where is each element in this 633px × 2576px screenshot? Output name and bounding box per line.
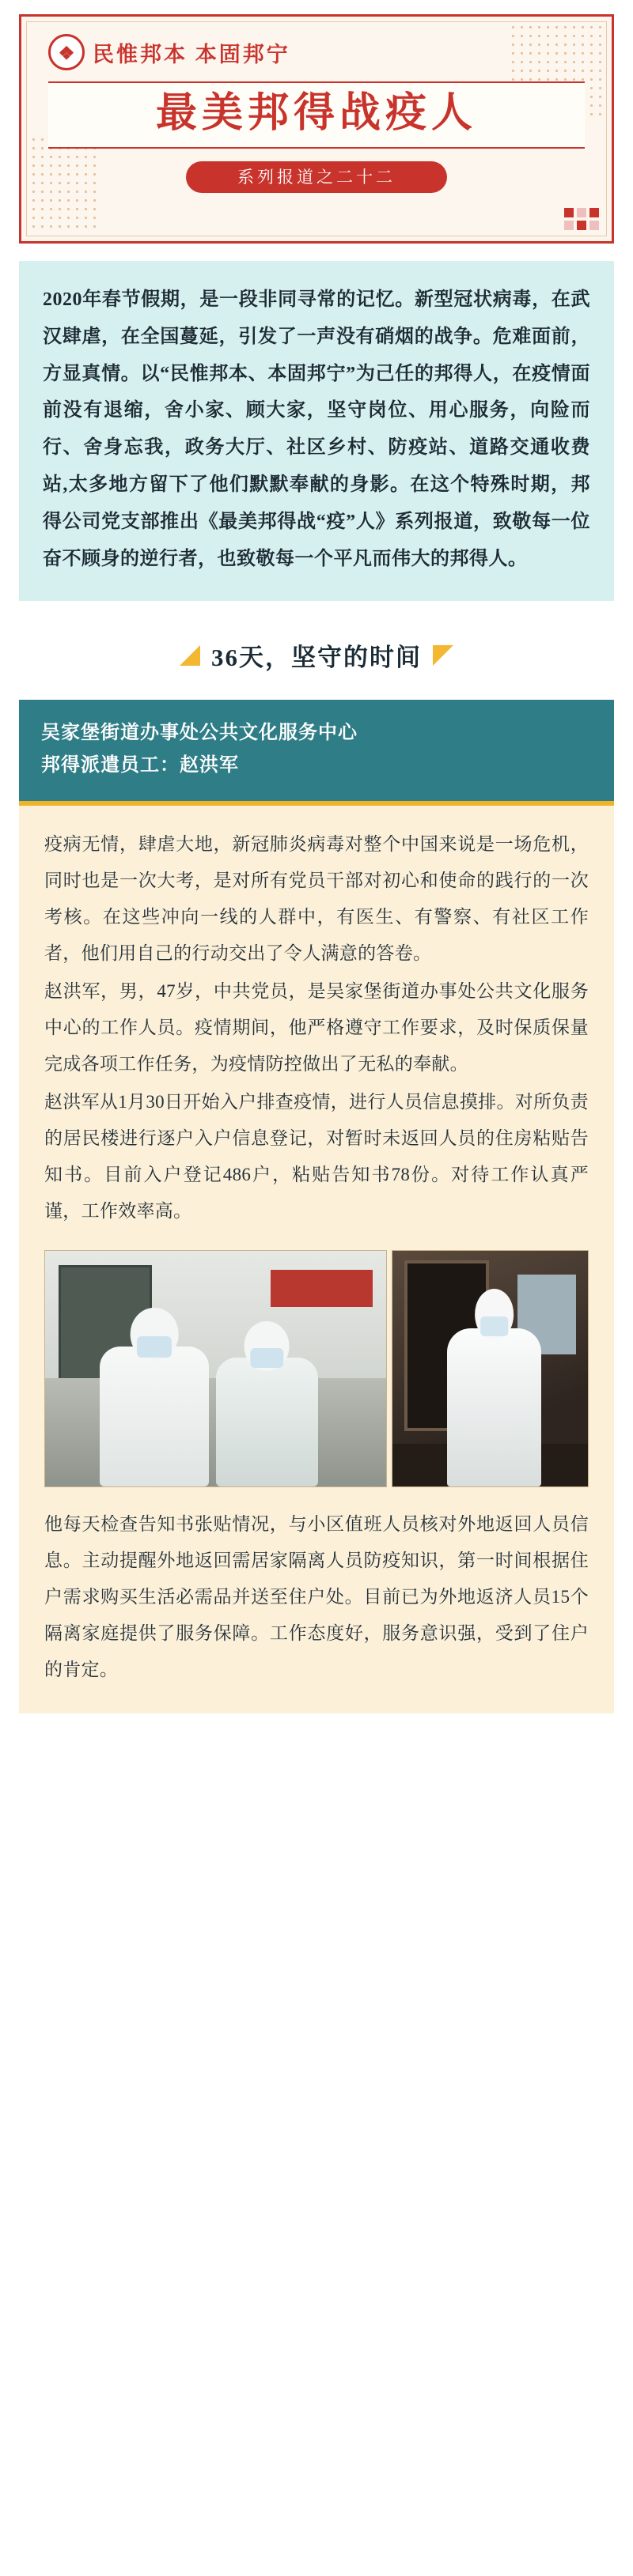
- banner-subtitle: 系列报道之二十二: [186, 161, 447, 193]
- article-body: [19, 806, 614, 1713]
- body-paragraph: 赵洪军从1月30日开始入户排查疫情，进行人员信息摸排。对所负责的居民楼进行逐户入户信息登记，对暂时未返回人员的住房粘贴告知书。目前入户登记486户，粘贴告知书78份。对待工作认真严谨，工作效率高。: [44, 1091, 589, 1221]
- banner-square-decoration: [564, 208, 599, 230]
- photo-two-workers-in-protective-suits: [44, 1250, 387, 1487]
- triangle-right-icon: [433, 645, 453, 666]
- body-paragraph: 疫病无情，肆虐大地，新冠肺炎病毒对整个中国来说是一场危机，同时也是一次大考，是对所有党员干部对初心和使命的践行的一次考核。在这些冲向一线的人群中，有医生、有警察、有社区工作者，他们用自己的行动交出了令人满意的答卷。: [44, 833, 589, 963]
- banner-title-text: 最美邦得战疫人: [155, 91, 477, 136]
- body-paragraph: 赵洪军，男，47岁，中共党员，是吴家堡街道办事处公共文化服务中心的工作人员。疫情期间，他严格遵守工作要求，及时保质保量完成各项工作任务，为疫情防控做出了无私的奉献。: [44, 980, 589, 1074]
- banner-dot-pattern-left: [29, 135, 100, 230]
- section-heading-text: 36天，坚守的时间: [211, 644, 422, 672]
- intro-paragraph: 2020年春节假期，是一段非同寻常的记忆。新型冠状病毒，在武汉肆虐，在全国蔓延，引发了一声没有硝烟的战争。危难面前，方显真情。以“民惟邦本、本固邦宁”为己任的邦得人，在疫情面前没有退缩，舍小家、顾大家，坚守岗位、用心服务，向险而行、舍身忘我，政务大厅、社区乡村、防疫站、道路交通收费站,太多地方留下了他们默默奉献的身影。在这个特殊时期，邦得公司党支部推出《最美邦得战“疫”人》系列报道，致敬每一位奋不顾身的逆行者，也致敬每一个平凡而伟大的邦得人。: [43, 289, 590, 569]
- photo-strip: [44, 1250, 589, 1487]
- logo-row: [21, 17, 612, 70]
- circle-emblem-icon: ❖: [48, 34, 85, 70]
- person-info-card: [19, 700, 614, 806]
- header-banner: [19, 14, 614, 244]
- triangle-left-icon: [180, 645, 200, 666]
- article-page: [0, 14, 633, 2576]
- section-heading: [0, 637, 633, 673]
- logo-text: 民惟邦本 本固邦宁: [93, 42, 290, 66]
- body-paragraph: 他每天检查告知书张贴情况，与小区值班人员核对外地返回人员信息。主动提醒外地返回需居家隔离人员防疫知识，第一时间根据住户需求购买生活必需品并送至住户处。目前已为外地返济人员15个隔离家庭提供了服务保障。工作态度好，服务意识强，受到了住户的肯定。: [44, 1513, 589, 1679]
- intro-block: [19, 261, 614, 601]
- banner-title: [48, 81, 585, 149]
- photo-worker-in-protective-suit-doorway: [392, 1250, 589, 1487]
- person-card-line-2: 邦得派遣员工：赵洪军: [41, 755, 239, 776]
- person-card-line-1: 吴家堡街道办事处公共文化服务中心: [41, 723, 358, 744]
